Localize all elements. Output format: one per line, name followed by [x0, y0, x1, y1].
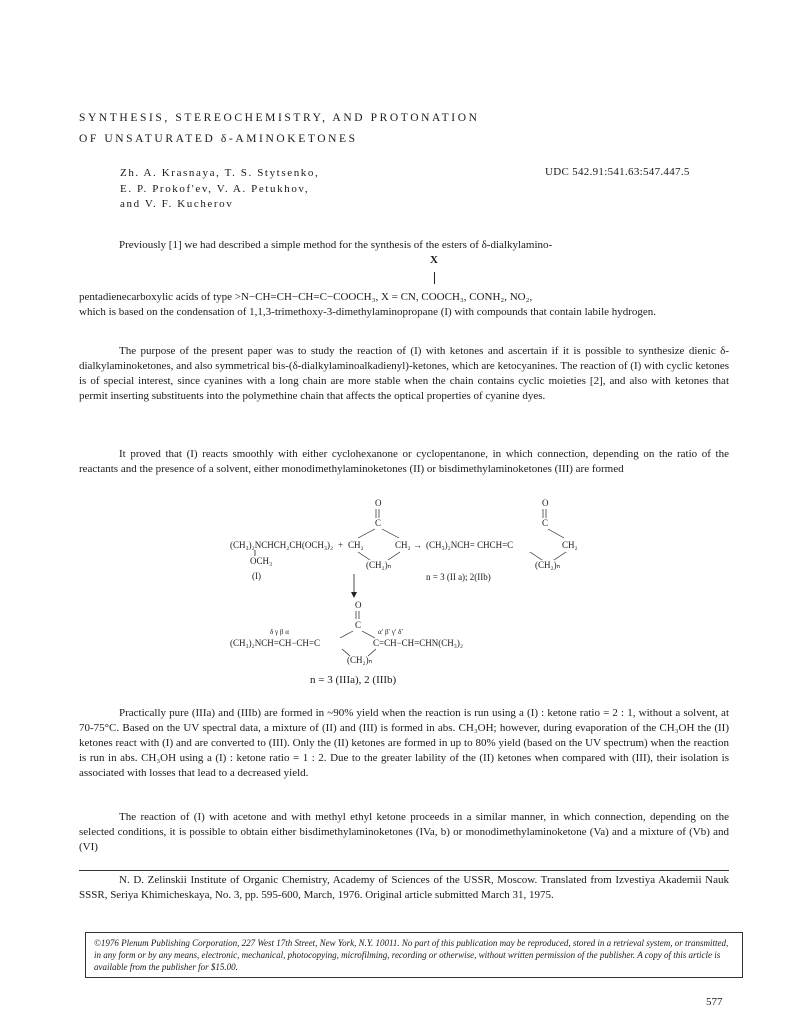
copyright-notice: ©1976 Plenum Publishing Corporation, 227 West 17th Street, New York, N.Y. 10011. No part of this publication may be reproduced, stored in a retrieval system, or transmitted, in any form or by any means, electronic, mechanical, photocopying, microfilming, recording or otherwise, without written permission of the publisher. A copy of this article is available from the publisher for $15.00. [85, 932, 743, 978]
reaction-scheme [230, 496, 730, 671]
scheme-reactant-och3: OCH₃ [250, 556, 273, 566]
authors [120, 166, 319, 213]
formula-substituent-x: X [430, 254, 438, 266]
scheme-product-ii-oxygen: O [542, 498, 549, 508]
paragraph-3: It proved that (I) reacts smoothly with either cyclohexanone or cyclopentanone, in which connection, depending on the ratio of the reactants and the presence of a solvent, either monodimethylaminoketones (II) or bisdimethylaminoketones (III) are formed [79, 448, 729, 475]
paragraph-1-formula: pentadienecarboxylic acids of type >N−CH=CH−CH=C−COOCH₃, X = CN, COOCH₃, CONH₂, NO₂, [79, 291, 533, 303]
paragraph-1-rest: which is based on the condensation of 1,1,3-trimethoxy-3-dimethylaminopropane (I) with compounds that contain labile hydrogen. [79, 306, 657, 318]
scheme-product-ii-ch2: CH₂ [562, 540, 578, 550]
scheme-plus: + [338, 540, 344, 550]
scheme-label-ii: n = 3 (II a); 2(IIb) [426, 572, 491, 582]
paragraph-4: Practically pure (IIIa) and (IIIb) are formed in ~90% yield when the reaction is run using a (I) : ketone ratio = 2 : 1, without a solvent, at 70-75°C. Based on the UV spectral data, a mixture of (II) and (III) is formed in abs. CH₃OH; however, during evaporation of the CH₃OH the (II) ketones react with (I) and are converted to (III). Only the (II) ketones are formed in up to 80% yield (based on the UV spectrum) when the reaction is run in abs. CH₃OH using a (I) : ketone ratio = 1 : 2. Due to the greater lability of the (II) ketones when compared with (III), their isolation is associated with losses that lead to a decreased yield. [79, 707, 729, 779]
scheme-product-iii-left: (CH₃)₂NCH=CH−CH=C [230, 638, 321, 648]
authors-line-3: and V. F. Kucherov [120, 198, 234, 210]
udc-code: UDC 542.91:541.63:547.447.5 [545, 166, 690, 178]
scheme-ring-ch2-left: CH₂ [348, 540, 364, 550]
paragraph-2: The purpose of the present paper was to study the reaction of (I) with ketones and ascertain if it is possible to synthesize dienic δ-dialkylaminoketones, and also symmetrical bis-(δ-dialkylaminoalkadienyl)-ketones, which are ketocyanines. The reaction of (I) with cyclic ketones is of special interest, since cyanines with a long chain are more stable when the chain contains cyclic moieties [2], and also with ketones that permit inserting substituents into the polymethine chain that affects the optical properties of cyanine dyes. [79, 345, 729, 402]
title-line-1: SYNTHESIS, STEREOCHEMISTRY, AND PROTONATION [79, 112, 480, 124]
formula-bond-line [434, 272, 435, 284]
scheme-product-ii: (CH₃)₂NCH= CHCH=C [426, 540, 514, 550]
authors-line-1: Zh. A. Krasnaya, T. S. Stytsenko, [120, 167, 320, 179]
scheme-product-ii-carbon: C [542, 518, 549, 528]
scheme-greek-right: α′ β′ γ′ δ′ [378, 628, 403, 636]
scheme-label-iii: n = 3 (IIIa), 2 (IIIb) [310, 674, 397, 686]
footnote-divider [79, 870, 729, 871]
paragraph-1-body [79, 290, 729, 320]
paragraph-5: The reaction of (I) with acetone and with methyl ethyl ketone proceeds in a similar manner, in which connection, depending on the selected conditions, it is possible to obtain either bisdimethylaminoketones (IVa, b) or monodimethylaminoketone (Va) and a mixture of (Vb) and (VI) [79, 811, 729, 853]
scheme-greek-left: δ γ β α [270, 628, 289, 636]
scheme-product-iii-oxygen: O [355, 600, 362, 610]
scheme-reactant: (CH₃)₂NCHCH₂CH(OCH₃)₂ [230, 540, 334, 550]
scheme-arrow-right: → [413, 540, 422, 550]
affiliation-footnote: N. D. Zelinskii Institute of Organic Chemistry, Academy of Sciences of the USSR, Moscow. Translated from Izvestiya Akademii Nauk SSSR, Seriya Khimicheskaya, No. 3, pp. 595-600, March, 1976. Original article submitted March 31, 1975. [79, 874, 729, 901]
scheme-ketone-oxygen: O [375, 498, 382, 508]
title-line-2: OF UNSATURATED δ-AMINOKETONES [79, 133, 358, 145]
paragraph-1-line-1: Previously [1] we had described a simple method for the synthesis of the esters of δ-dialkylamino- [119, 239, 553, 251]
scheme-ring-ch2-right: CH₂ [395, 540, 411, 550]
scheme-ring-chain: (CH₂)ₙ [366, 560, 392, 570]
page-number: 577 [706, 996, 723, 1008]
scheme-product-iii-right: C=CH−CH=CHN(CH₃)₂ [373, 638, 464, 648]
scheme-product-iii-chain: (CH₂)ₙ [347, 655, 373, 665]
scheme-label-i: (I) [252, 571, 261, 581]
paragraph-1-intro [79, 238, 729, 253]
scheme-product-ii-chain: (CH₂)ₙ [535, 560, 561, 570]
scheme-product-iii-carbon: C [355, 620, 362, 630]
article-title [79, 108, 480, 150]
authors-line-2: E. P. Prokof'ev, V. A. Petukhov, [120, 182, 310, 195]
scheme-ketone-carbon: C [375, 518, 382, 528]
